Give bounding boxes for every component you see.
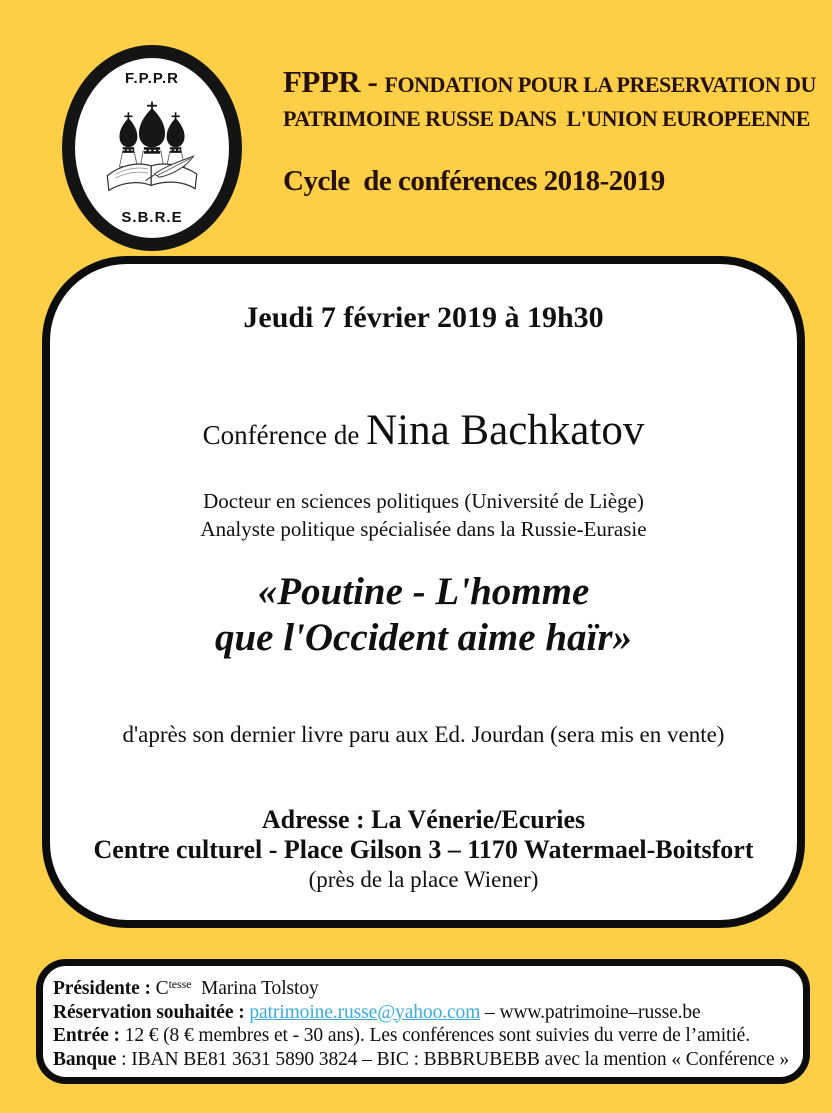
domes-book-quill-icon [88,100,216,196]
org-title [283,64,816,134]
conference-line [50,404,797,467]
speaker-bio-line2: Analyste politique spécialisée dans la Russie-Eurasie [200,517,647,541]
event-datetime: Jeudi 7 février 2019 à 19h30 [243,301,604,334]
event-card [42,256,805,928]
address-line3: (près de la place Wiener) [308,867,539,892]
fppr-logo [62,45,242,251]
org-title-line1 [283,64,816,103]
entree-label: Entrée : [53,1025,120,1046]
info-card [36,959,810,1084]
president-name: Marina Tolstoy [191,978,319,999]
speaker-bio [50,487,797,543]
talk-title [50,569,797,661]
talk-title-line1: «Poutine - L'homme [257,570,590,613]
talk-title-line2: que l'Occident aime haïr» [214,616,633,659]
president-label: Présidente : [53,978,151,999]
president-title: C [150,978,169,999]
conference-prefix: Conférence de [202,420,367,450]
address-line2: Centre culturel - Place Gilson 3 – 1170 Watermael-Boitsfort [93,835,754,864]
reservation-line [53,1001,803,1025]
book-note: d'après son dernier livre paru aux Ed. Jourdan (sera mis en vente) [122,722,725,747]
org-abbr: FPPR - [283,64,385,99]
logo-top-label: F.P.P.R [125,70,179,87]
banque-text: : IBAN BE81 3631 5890 3824 – BIC : BBBRUBEBB avec la mention « Conférence » [116,1048,790,1070]
cycle-title: Cycle de conférences 2018-2019 [283,165,665,197]
banque-line [53,1048,803,1072]
org-title-line2: PATRIMOINE RUSSE DANS L'UNION EUROPEENNE [283,106,810,131]
president-title-sup: tesse [168,977,192,991]
president-line [53,973,803,1001]
email-link[interactable]: patrimoine.russe@yahoo.com [249,1001,481,1023]
website-text: – www.patrimoine–russe.be [480,1001,701,1023]
speaker-bio-line1: Docteur en sciences politiques (Université de Liège) [203,489,644,513]
speaker-name: Nina Bachkatov [366,407,645,454]
org-name-part1: FONDATION POUR LA PRESERVATION DU [384,72,816,97]
reservation-label: Réservation souhaitée : [53,1001,250,1023]
banque-label: Banque [53,1048,117,1070]
entree-line [53,1024,803,1048]
logo-bottom-label: S.B.R.E [121,209,183,226]
address-block [50,805,797,894]
entree-text: 12 € (8 € membres et - 30 ans). Les conférences sont suivies du verre de l’amitié. [119,1025,751,1046]
address-line1: Adresse : La Vénerie/Ecuries [261,805,586,834]
